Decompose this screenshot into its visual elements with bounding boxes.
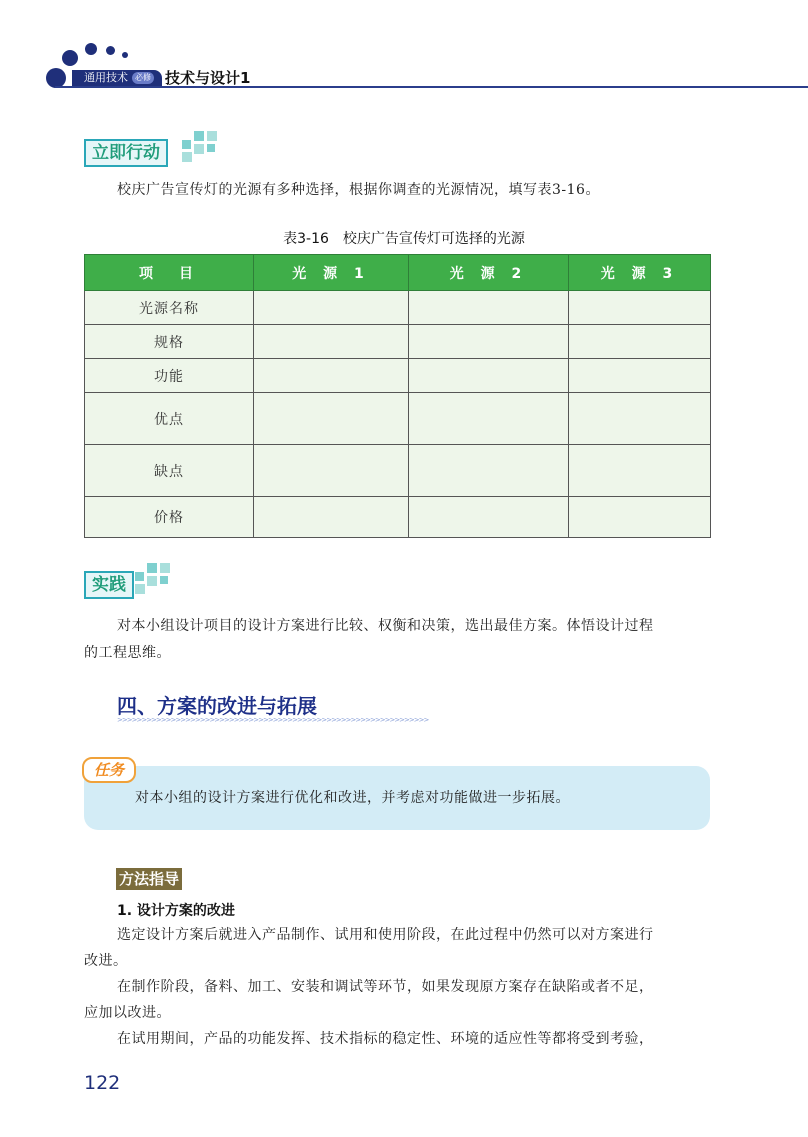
table-cell[interactable] <box>254 325 409 359</box>
section-tag-practice: 实践 <box>84 571 134 599</box>
task-text: 对本小组的设计方案进行优化和改进，并考虑对功能做进一步拓展。 <box>135 790 570 806</box>
table-cell[interactable] <box>409 325 569 359</box>
table-row <box>85 291 711 325</box>
light-source-table <box>84 254 711 538</box>
table-cell[interactable] <box>569 393 711 445</box>
practice-text-line1: 对本小组设计项目的设计方案进行比较、权衡和决策，选出最佳方案。体悟设计过程 <box>117 618 654 634</box>
table-cell[interactable] <box>569 325 711 359</box>
table-cell[interactable] <box>409 445 569 497</box>
row-label-name: 光源名称 <box>85 291 254 325</box>
decor-square <box>135 584 145 594</box>
table-row <box>85 325 711 359</box>
decor-square <box>182 152 192 162</box>
table-row <box>85 497 711 538</box>
decor-square <box>147 563 157 573</box>
table-cell[interactable] <box>254 291 409 325</box>
header-book-tag <box>72 70 162 86</box>
table-cell[interactable] <box>569 291 711 325</box>
table-cell[interactable] <box>409 497 569 538</box>
method-paragraph-2-line2: 应加以改进。 <box>84 1005 171 1021</box>
table-cell[interactable] <box>409 359 569 393</box>
table-cell[interactable] <box>569 359 711 393</box>
decor-square <box>194 144 204 154</box>
row-label-function: 功能 <box>85 359 254 393</box>
table-cell[interactable] <box>254 445 409 497</box>
decor-square <box>194 131 204 141</box>
table-row <box>85 359 711 393</box>
table-row <box>85 445 711 497</box>
decor-square <box>207 144 215 152</box>
page-number: 122 <box>84 1072 121 1094</box>
header-dot-large <box>46 68 66 88</box>
decor-square <box>160 576 168 584</box>
table-cell[interactable] <box>254 497 409 538</box>
table-row <box>85 393 711 445</box>
row-label-spec: 规格 <box>85 325 254 359</box>
task-tag: 任务 <box>82 757 136 783</box>
table-cell[interactable] <box>569 497 711 538</box>
header-dot-medium <box>62 50 78 66</box>
col-header-source-3: 光 源 3 <box>569 255 711 291</box>
decor-square <box>135 572 144 581</box>
decor-square <box>160 563 170 573</box>
table-cell[interactable] <box>409 393 569 445</box>
practice-text-line2: 的工程思维。 <box>84 645 171 661</box>
col-header-source-2: 光 源 2 <box>409 255 569 291</box>
method-paragraph-3-line1: 在试用期间，产品的功能发挥、技术指标的稳定性、环境的适应性等都将受到考验， <box>117 1031 654 1047</box>
table-cell[interactable] <box>254 359 409 393</box>
col-header-item: 项 目 <box>85 255 254 291</box>
header-title: 技术与设计1 <box>165 69 251 87</box>
table-cell[interactable] <box>569 445 711 497</box>
header-dot-small <box>106 46 115 55</box>
row-label-disadvantages: 缺点 <box>85 445 254 497</box>
decor-square <box>182 140 191 149</box>
header-dot-tiny <box>122 52 128 58</box>
table-header-row <box>85 255 711 291</box>
method-tag: 方法指导 <box>116 868 182 890</box>
decor-square <box>147 576 157 586</box>
method-paragraph-1-line2: 改进。 <box>84 953 128 969</box>
method-paragraph-2-line1: 在制作阶段，备料、加工、安装和调试等环节，如果发现原方案存在缺陷或者不足， <box>117 979 654 995</box>
table-cell[interactable] <box>409 291 569 325</box>
chapter-heading: 四、方案的改进与拓展 <box>117 694 317 718</box>
section-tag-action: 立即行动 <box>84 139 168 167</box>
header-dot-medium-2 <box>85 43 97 55</box>
method-subheading: 1. 设计方案的改进 <box>117 903 235 919</box>
header-badge: 必修 <box>132 72 154 84</box>
col-header-source-1: 光 源 1 <box>254 255 409 291</box>
decor-square <box>207 131 217 141</box>
row-label-price: 价格 <box>85 497 254 538</box>
method-paragraph-1-line1: 选定设计方案后就进入产品制作、试用和使用阶段，在此过程中仍然可以对方案进行 <box>117 927 654 943</box>
chapter-heading-underline: >>>>>>>>>>>>>>>>>>>>>>>>>>>>>>>>>>>>>>>>>>>>>>>>>>>>>>>>>>>>>>>> <box>117 716 429 724</box>
header-book-name: 通用技术 <box>84 71 128 84</box>
table-caption: 表3-16 校庆广告宣传灯可选择的光源 <box>283 231 525 247</box>
action-instruction: 校庆广告宣传灯的光源有多种选择，根据你调查的光源情况，填写表3-16。 <box>117 182 600 198</box>
row-label-advantages: 优点 <box>85 393 254 445</box>
table-cell[interactable] <box>254 393 409 445</box>
